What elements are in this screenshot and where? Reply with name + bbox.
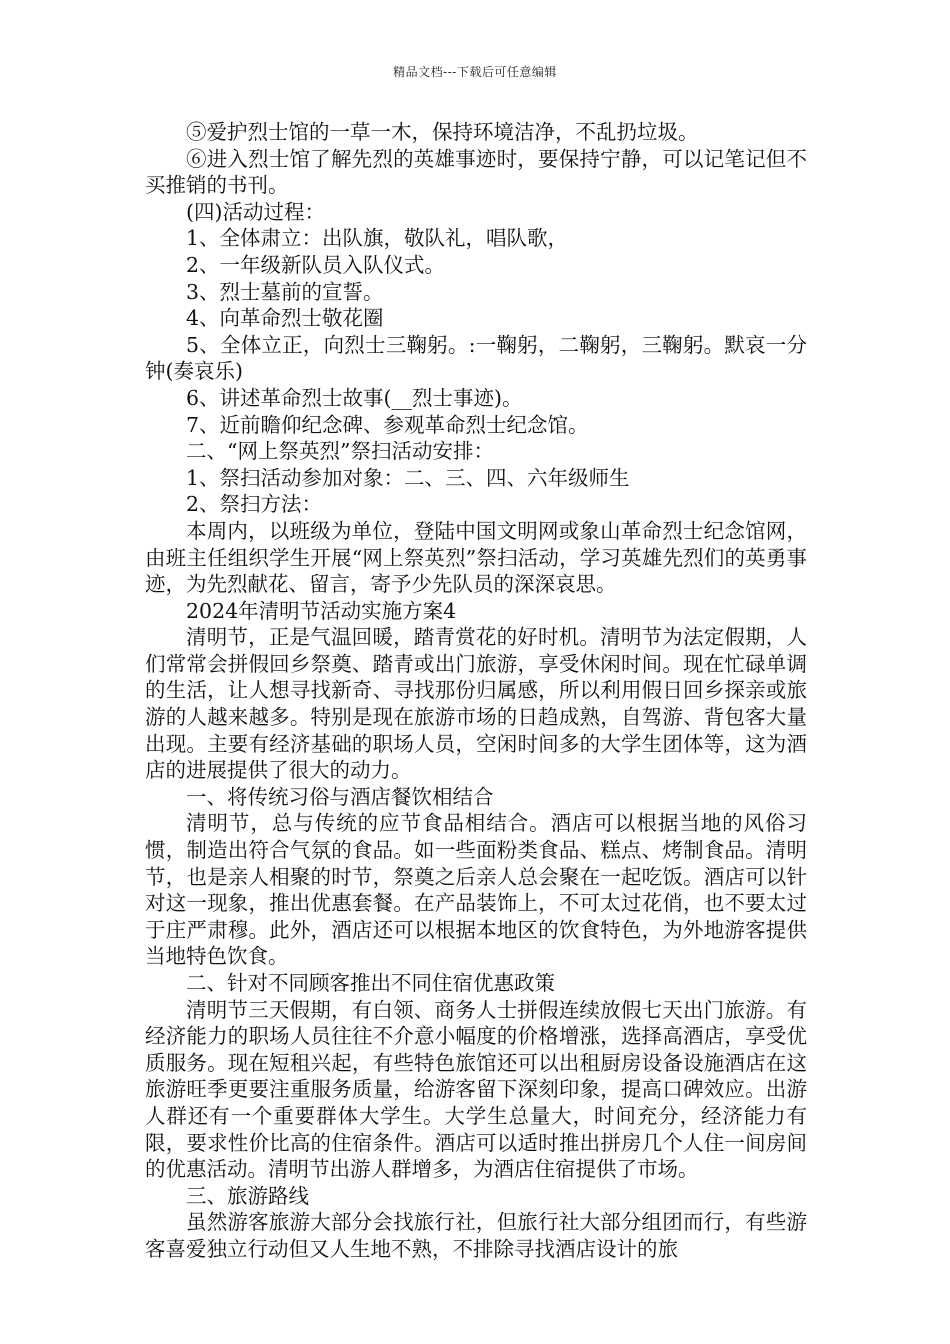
list-item: 6、讲述革命烈士故事(__烈士事迹)。 — [186, 385, 523, 410]
list-item: 7、近前瞻仰纪念碑、参观革命烈士纪念馆。 — [186, 412, 589, 437]
section-heading: (四)活动过程： — [186, 199, 325, 224]
list-item: 1、祭扫活动参加对象：二、三、四、六年级师生 — [186, 465, 630, 490]
paragraph: 清明节，总与传统的应节食品相结合。酒店可以根据当地的风俗习惯，制造出符合气氛的食品。如一些面粉类食品、糕点、烤制食品。清明节，也是亲人相聚的时节，祭奠之后亲人总会聚在一起吃饭。酒店可以针对这一现象，推出优惠套餐。在产品装饰上，不可太过花俏，也不要太过于庄严肃穆。此外，酒店还可以根据本地区的饮食特色，为外地游客提供当地特色饮食。 — [145, 811, 807, 969]
section-heading: 一、将传统习俗与酒店餐饮相结合 — [186, 784, 494, 809]
list-item: 4、向革命烈士敬花圈 — [186, 306, 384, 331]
paragraph: 清明节三天假期，有白领、商务人士拼假连续放假七天出门旅游。有经济能力的职场人员往往不介意小幅度的价格增涨，选择高酒店，享受优质服务。现在短租兴起，有些特色旅馆还可以出租厨房设备设施酒店在这旅游旺季更要注重服务质量，给游客留下深刻印象，提高口碑效应。出游人群还有一个重要群体大学生。大学生总量大，时间充分，经济能力有限，要求性价比高的住宿条件。酒店可以适时推出拼房几个人住一间房间的优惠活动。清明节出游人群增多，为酒店住宿提供了市场。 — [145, 997, 807, 1182]
list-item: 5、全体立正，向烈士三鞠躬。:一鞠躬，二鞠躬，三鞠躬。默哀一分钟(奏哀乐) — [145, 332, 807, 384]
document-body — [145, 119, 807, 1263]
list-item: 3、烈士墓前的宣誓。 — [186, 279, 384, 304]
list-item: 2、祭扫方法： — [186, 492, 323, 517]
paragraph: ⑤爱护烈士馆的一草一木，保持环境洁净，不乱扔垃圾。 — [186, 120, 699, 144]
document-title: 2024年清明节活动实施方案4 — [186, 598, 457, 623]
paragraph: 虽然游客旅游大部分会找旅行社，但旅行社大部分组团而行，有些游客喜爱独立行动但又人生地不熟，不排除寻找酒店设计的旅 — [145, 1210, 807, 1261]
section-heading: 二、“网上祭英烈”祭扫活动安排： — [186, 439, 494, 464]
page-header: 精品文档---下载后可任意编辑 — [393, 65, 557, 79]
paragraph: ⑥进入烈士馆了解先烈的英雄事迹时，要保持宁静，可以记笔记但不买推销的书刊。 — [145, 146, 807, 198]
section-heading: 三、旅游路线 — [186, 1183, 309, 1208]
list-item: 2、一年级新队员入队仪式。 — [186, 252, 446, 277]
paragraph: 本周内，以班级为单位，登陆中国文明网或象山革命烈士纪念馆网，由班主任组织学生开展“网上祭英烈”祭扫活动，学习英雄先烈们的英勇事迹，为先烈献花、留言，寄予少先队员的深深哀思。 — [145, 518, 807, 597]
section-heading: 二、针对不同顾客推出不同住宿优惠政策 — [186, 971, 555, 995]
paragraph: 清明节，正是气温回暖，踏青赏花的好时机。清明节为法定假期，人们常常会拼假回乡祭奠、踏青或出门旅游，享受休闲时间。现在忙碌单调的生活，让人想寻找新奇、寻找那份归属感，所以利用假日回乡探亲或旅游的人越来越多。特别是现在旅游市场的日趋成熟，自驾游、背包客大量出现。主要有经济基础的职场人员，空闲时间多的大学生团体等，这为酒店的进展提供了很大的动力。 — [145, 625, 807, 783]
list-item: 1、全体肃立：出队旗，敬队礼，唱队歌， — [186, 226, 569, 251]
